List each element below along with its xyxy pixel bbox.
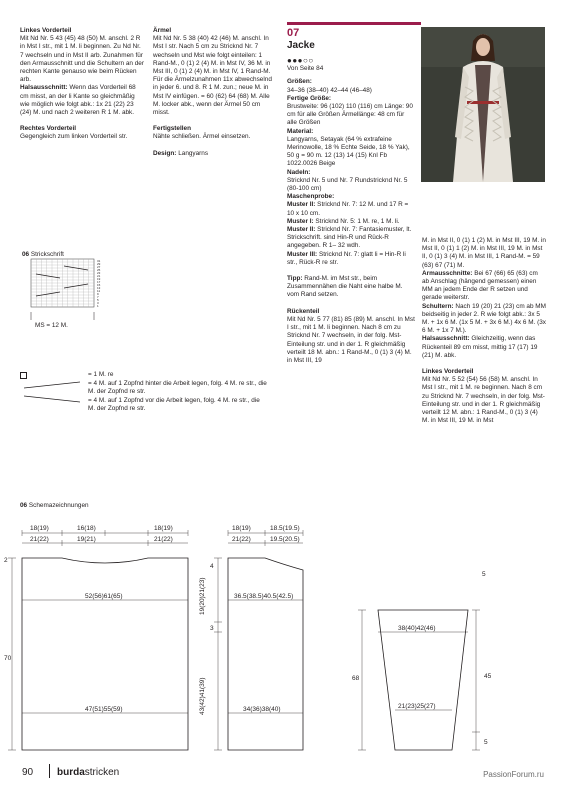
strickschrift-label: Strickschrift bbox=[29, 251, 64, 258]
row-number: 7 bbox=[97, 295, 99, 299]
front-top-small: 4 bbox=[210, 563, 214, 570]
fourth-column bbox=[422, 237, 546, 425]
back-height: 70 bbox=[4, 655, 12, 662]
difficulty-rating: ●●●○○ bbox=[287, 56, 314, 65]
muster-iii-label: Muster III: bbox=[287, 250, 318, 258]
row-number: 29 bbox=[97, 262, 101, 266]
armausschnitte-text: Bei 67 (66) 65 (63) cm ab Anschlag (hängend gemessen) einen MM an jedem Ende der R setzen und gerade weiterstr. bbox=[422, 269, 538, 302]
linkes-vorderteil-text: Mit Nd Nr. 5 43 (45) 48 (50) M. anschl. 2 R in Mst I str., mit 1 M. li beginnen. Zu Nd Nr. 7 wechseln und in Mst II arb. Zunahmen für den Armausschnitt und die Schultern an der rechten Kante genauso wie beim Rücken arb. bbox=[20, 35, 144, 84]
legend-symbol-cross-front bbox=[22, 392, 82, 406]
muster-ii-label: Muster II: bbox=[287, 201, 316, 209]
ms-label: MS = 12 M. bbox=[35, 322, 68, 329]
strickschrift-grid bbox=[30, 258, 115, 328]
sleeve-height: 45 bbox=[484, 673, 492, 680]
back-small-height: 2 bbox=[4, 557, 8, 564]
fertigstellen-text: Nähte schließen. Ärmel einsetzen. bbox=[153, 133, 251, 141]
schultern-label: Schultern: bbox=[422, 302, 454, 310]
front-bottom-small: 5 bbox=[482, 571, 486, 578]
nadeln-label: Nadeln: bbox=[287, 168, 311, 176]
fertige-groesse-label: Fertige Größe: bbox=[287, 94, 332, 102]
front-top-left: 18(19) bbox=[232, 525, 251, 532]
linkes-vorderteil-2-text: Mit Nd Nr. 5 52 (54) 56 (58) M. anschl. In Mst I str., mit 1 M. re beginnen. Nach 8 cm zu Stricknd Nr. 7 wechseln, in der folg. Mst-Einteilung str. und in der 1. R gleichmäßig verteilt 12 M. abn.: 1 Rand-M., 0 (1) 3 (4) M. in Mst III, 19 M. in Mst bbox=[422, 376, 545, 425]
row-number: 25 bbox=[97, 268, 101, 272]
hals-text: Gleichzeitig, wenn das Rückenteil 89 cm misst, mittig 17 (17) 19 (21) M. abk. bbox=[422, 335, 538, 359]
muster-ii-b-label: Muster II: bbox=[287, 226, 316, 234]
front-side-mid: 3 bbox=[210, 625, 214, 632]
schultern-text: Nach 19 (20) 21 (23) cm ab MM beidseitig in jeder 2. R wie folgt abk.: 3x 5 M. + 1x 6 M. (1x 5 M. + 3x 6 M.) 4x 6 M. (3x 6 M. + 1x 7 M.). bbox=[422, 302, 546, 335]
brand-logo bbox=[57, 767, 119, 778]
middle-column bbox=[153, 27, 278, 158]
legend-item-2: = 4 M. auf 1 Zopfnd hinter die Arbeit legen, folg. 4 M. re str., die M. der Zopfnd re str. bbox=[88, 380, 267, 396]
page-number: 90 bbox=[22, 767, 34, 778]
muster-i-label: Muster I: bbox=[287, 217, 314, 225]
row-number: 27 bbox=[97, 265, 101, 269]
front-piece bbox=[199, 525, 303, 750]
design-label: Design: bbox=[153, 149, 177, 157]
back-shoulder-left: 21(22) bbox=[30, 536, 49, 543]
sleeve-bottom-width: 21(23)25(27) bbox=[398, 703, 436, 710]
sleeve-small: 5 bbox=[484, 739, 488, 746]
linkes-vorderteil-2-heading: Linkes Vorderteil bbox=[422, 368, 474, 376]
front-top-right: 18.5(19.5) bbox=[270, 525, 300, 532]
row-number: 23 bbox=[97, 271, 101, 275]
footer-separator bbox=[49, 764, 50, 778]
front-mid-width: 36.5(38.5)40.5(42.5) bbox=[234, 593, 294, 600]
back-top-left: 18(19) bbox=[30, 525, 49, 532]
third-column bbox=[287, 57, 415, 365]
grid-cells bbox=[31, 259, 94, 307]
row-number: 11 bbox=[97, 289, 101, 293]
back-top-mid: 16(18) bbox=[77, 525, 96, 532]
fertigstellen-heading: Fertigstellen bbox=[153, 125, 191, 133]
rechtes-vorderteil-text: Gegengleich zum linken Vorderteil str. bbox=[20, 133, 128, 141]
back-top-right: 18(19) bbox=[154, 525, 173, 532]
left-column bbox=[20, 27, 145, 142]
model-photo bbox=[421, 27, 545, 182]
material-text: Langyarns, Setayak (64 % extrafeine Merinowolle, 18 % Echte Seide, 18 % Yak), 50 g = 90 m. 12 (13) 14 (15) Knl Fb 1022.0026 Beige bbox=[287, 135, 410, 168]
linkes-vorderteil-heading: Linkes Vorderteil bbox=[20, 27, 72, 34]
row-number: 31 bbox=[97, 259, 101, 263]
muster-i-text: Stricknd Nr. 5: 1 M. re, 1 M. li. bbox=[313, 217, 400, 225]
groessen-text: 34–36 (38–40) 42–44 (46–48) bbox=[287, 86, 372, 94]
aermel-text: Mit Nd Nr. 5 38 (40) 42 (46) M. anschl. In Mst I str. Nach 5 cm zu Stricknd Nr. 7 wechseln und Mst wie folgt einteilen: 1 Rand-M., 0 (1) 2 (4) M. in Mst IV, 36 M. in Mst III, 0 (1) 2 (4) M. in Mst IV, 1 Rand-M. Für die Ärmelzunahmen 11x abwechselnd in jeder 6. und 8. R 1 M. zun.; neue M. in Mst IV einfügen. = 60 (62) 64 (68) M. Alle M. locker abk., wenn der Ärmel 50 cm misst. bbox=[153, 35, 272, 117]
maschenprobe-label: Maschenprobe: bbox=[287, 193, 335, 201]
row-number: 5 bbox=[97, 298, 99, 302]
back-piece bbox=[4, 525, 188, 750]
front-bottom-width: 34(36)38(40) bbox=[243, 706, 281, 713]
rueckenteil-text: Mit Nd Nr. 5 77 (81) 85 (89) M. anschl. In Mst I str., mit 1 M. li beginnen. Nach 8 cm zu Stricknd Nr. 7 wechseln, in der folg. Mst-Einteilung str. und in der 1. R gleichmäßig verteilt 18 M. abn.: 1 Rand-M., 0 (1) 3 (4) M. in Mst III, 19 bbox=[287, 315, 415, 364]
sleeve-piece bbox=[352, 571, 492, 750]
accent-bar bbox=[287, 22, 421, 25]
legend-item-1: = 1 M. re bbox=[88, 371, 114, 378]
design-text: Langyarns bbox=[176, 149, 209, 157]
row-number: 13 bbox=[97, 286, 101, 290]
nadeln-text: Stricknd Nr. 5 und Nr. 7 Rundstricknd Nr. 5 (80-100 cm) bbox=[287, 176, 408, 193]
back-shoulder-right: 21(22) bbox=[154, 536, 173, 543]
back-shoulder-mid: 19(21) bbox=[77, 536, 96, 543]
front-shoulder-right: 19.5(20.5) bbox=[270, 536, 300, 543]
row-number: 19 bbox=[97, 277, 101, 281]
aermel-heading: Ärmel bbox=[153, 27, 172, 34]
armausschnitte-label: Armausschnitte: bbox=[422, 269, 473, 277]
brand-bold: burda bbox=[57, 767, 85, 778]
schema-label: Schemazeichnungen bbox=[27, 502, 89, 509]
row-number: 1 bbox=[97, 304, 99, 308]
back-bottom-width: 47(51)55(59) bbox=[85, 706, 123, 713]
legend-item-3: = 4 M. auf 1 Zopfnd vor die Arbeit legen, folg. 4 M. re str., die M. der Zopfnd re str. bbox=[88, 397, 260, 413]
cable-crossings bbox=[36, 266, 88, 296]
muster-ii-text: Stricknd Nr. 7: 12 M. und 17 R = 10 x 10 cm. bbox=[287, 201, 409, 217]
sleeve-outer-height: 68 bbox=[352, 675, 360, 682]
muster-iii-text: Stricknd Nr. 7: glatt li = Hin-R li str., Rück-R re str. bbox=[287, 250, 406, 266]
tipp-label: Tipp: bbox=[287, 275, 303, 283]
page-reference: Von Seite 84 bbox=[287, 65, 324, 73]
halsausschnitt-label: Halsausschnitt: bbox=[20, 84, 68, 92]
continued-text: M. in Mst II, 0 (1) 1 (2) M. in Mst III, 19 M. in Mst II, 0 (1) 1 (2) M. in Mst III, 19 M. in Mst II, 0 (1) 3 (4) M. in Mst III, 1 Rand-M. = 59 (63) 67 (71) M. bbox=[422, 237, 546, 269]
back-mid-width: 52(56)61(65) bbox=[85, 593, 123, 600]
pattern-number: 07 bbox=[287, 27, 300, 39]
legend-symbol-cross-back bbox=[22, 378, 82, 392]
front-side-lower: 43(42)41(39) bbox=[199, 677, 206, 715]
halsausschnitt-text: Wenn das Vorderteil 68 cm misst, an der li Kante so gleichmäßig wie möglich wie folgt abk.: 1x 21 (22) 23 (24) M. und nach 2 weiteren R 1 M. abk. bbox=[20, 84, 136, 117]
tipp-text: Rand-M. im Mst str., beim Zusammennähen die Naht eine halbe M. vom Rand setzen. bbox=[287, 275, 403, 299]
model-illustration bbox=[421, 27, 545, 182]
ms-bracket bbox=[31, 312, 94, 320]
hals-label: Halsausschnitt: bbox=[422, 335, 470, 343]
brand-rest: stricken bbox=[84, 767, 120, 778]
watermark: PassionForum.ru bbox=[483, 770, 544, 779]
rueckenteil-heading: Rückenteil bbox=[287, 307, 320, 315]
fertige-groesse-text: Brustweite: 96 (102) 110 (116) cm Länge: 90 cm für alle Größen Ärmellänge: 48 cm für alle Größen bbox=[287, 103, 413, 127]
muster-ii-b-text: Stricknd Nr. 7: Fantasiemuster, lt. Strickschrift. sind Hin-R und Rück-R angegeben. R 1– 32 wdh. bbox=[287, 226, 412, 250]
material-label: Material: bbox=[287, 127, 314, 135]
row-number: 17 bbox=[97, 280, 101, 284]
row-number: 9 bbox=[97, 292, 99, 296]
row-numbers bbox=[97, 259, 101, 308]
row-number: 3 bbox=[97, 301, 99, 305]
sleeve-top-width: 38(40)42(46) bbox=[398, 625, 436, 632]
groessen-label: Größen: bbox=[287, 78, 312, 86]
schema-drawings bbox=[0, 510, 564, 760]
schema-number: 06 bbox=[20, 502, 28, 509]
pattern-title: Jacke bbox=[287, 40, 315, 51]
front-side-upper: 19(20)21(23) bbox=[199, 577, 206, 615]
strickschrift-number: 06 bbox=[22, 251, 30, 258]
schema-caption bbox=[20, 502, 160, 510]
row-number: 21 bbox=[97, 274, 101, 278]
row-number: 15 bbox=[97, 283, 101, 287]
front-shoulder-left: 21(22) bbox=[232, 536, 251, 543]
rechtes-vorderteil-heading: Rechtes Vorderteil bbox=[20, 125, 76, 133]
